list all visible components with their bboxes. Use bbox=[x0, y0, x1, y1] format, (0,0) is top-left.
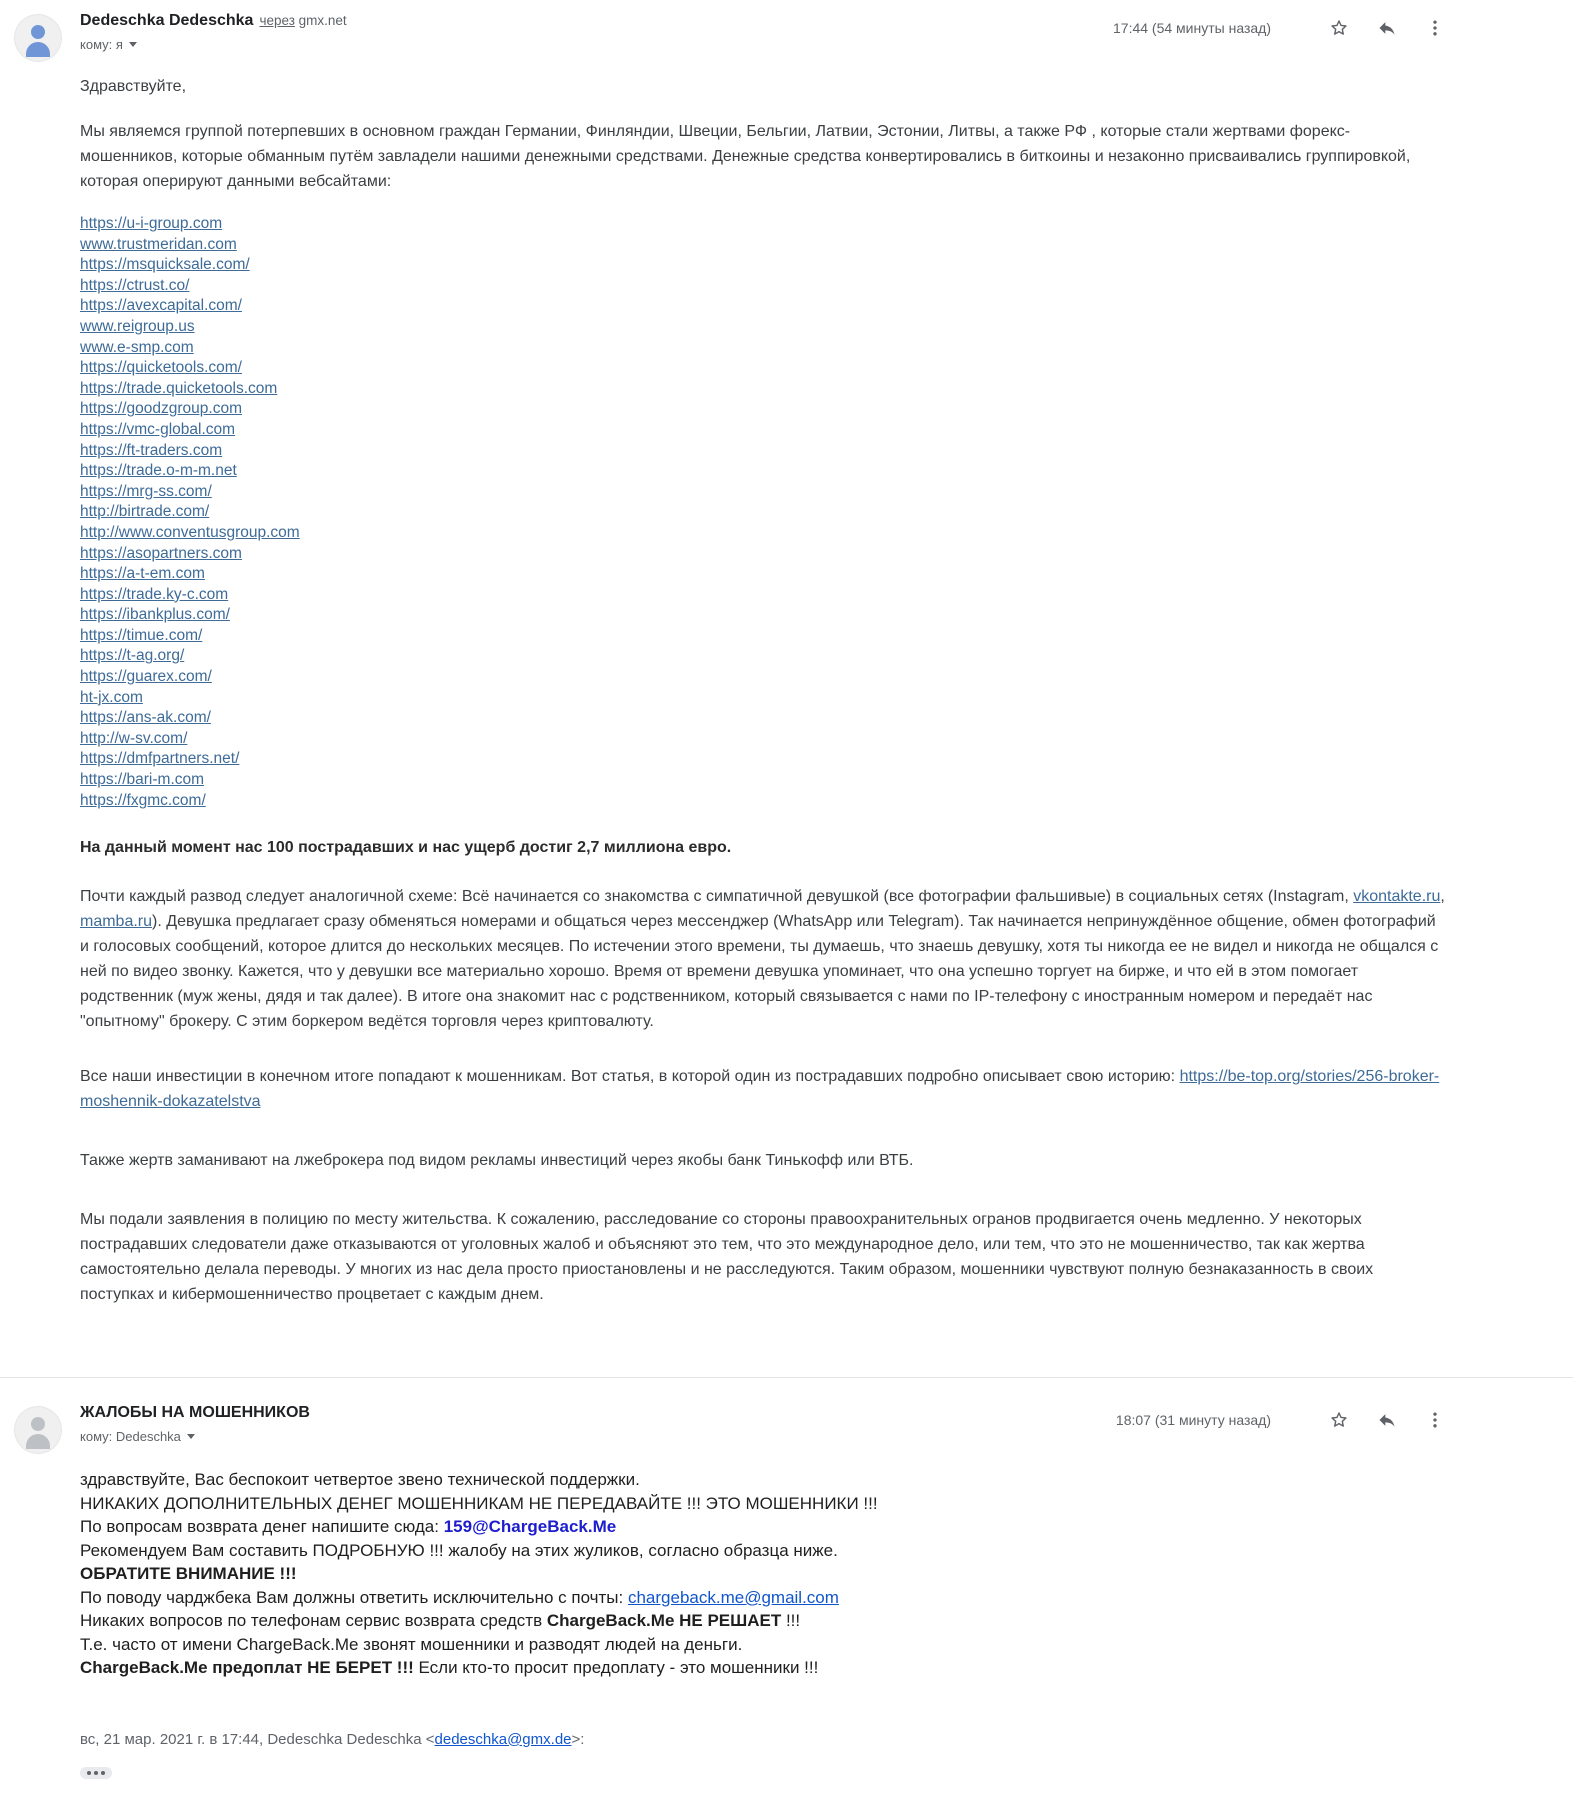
scam-site-link[interactable]: https://fxgmc.com/ bbox=[80, 791, 206, 809]
person-icon bbox=[26, 42, 50, 57]
via-label: через bbox=[259, 13, 295, 28]
scam-site-link[interactable]: https://dmfpartners.net/ bbox=[80, 750, 240, 768]
scam-site-link[interactable]: https://timue.com/ bbox=[80, 626, 203, 644]
scam-site-link[interactable]: http://birtrade.com/ bbox=[80, 503, 210, 521]
scam-site-link[interactable]: https://guarex.com/ bbox=[80, 668, 212, 686]
quoted-message-header bbox=[80, 1728, 1445, 1752]
scam-links-list bbox=[80, 214, 1445, 811]
no-phone-text: !!! bbox=[781, 1611, 801, 1631]
article-text: Все наши инвестиции в конечном итоге попадают к мошенникам. Вот статья, в которой один из пострадавших подробно описывает свою историю: bbox=[80, 1068, 1180, 1086]
scam-site-link[interactable]: https://asopartners.com bbox=[80, 544, 242, 562]
scam-site-link[interactable]: https://ctrust.co/ bbox=[80, 276, 190, 294]
sender-name: ЖАЛОБЫ НА МОШЕННИКОВ bbox=[80, 1404, 310, 1422]
impostor-calls-line: Т.е. часто от имени ChargeBack.Me звонят мошенники и разводят людей на деньги. bbox=[80, 1634, 743, 1654]
attention-line: ОБРАТИТЕ ВНИМАНИЕ !!! bbox=[80, 1564, 297, 1584]
vkontakte-link[interactable]: vkontakte.ru bbox=[1353, 888, 1441, 906]
scam-site-link[interactable]: ht-jx.com bbox=[80, 688, 143, 706]
show-trimmed-content-button[interactable] bbox=[80, 1767, 112, 1779]
scam-site-link[interactable]: https://trade.quicketools.com bbox=[80, 379, 278, 397]
message-body bbox=[80, 74, 1445, 1307]
more-options-icon[interactable] bbox=[1425, 18, 1445, 38]
no-prepay-text: Если кто-то просит предоплату - это мошенники !!! bbox=[413, 1658, 819, 1678]
scam-site-link[interactable]: https://ans-ak.com/ bbox=[80, 709, 211, 727]
quoted-sender-email-link[interactable]: dedeschka@gmx.de bbox=[434, 1730, 572, 1748]
person-icon bbox=[26, 1434, 50, 1449]
via-domain: gmx.net bbox=[298, 13, 347, 28]
greeting-text: Здравствуйте, bbox=[80, 78, 187, 95]
no-prepay-line bbox=[80, 1656, 1445, 1680]
recipient-dropdown[interactable] bbox=[80, 37, 137, 52]
scheme-text: Почти каждый развод следует аналогичной схеме: Всё начинается со знакомства с симпатичной девушкой (все фотографии фальшивые) в социальных сетях (Instagram, bbox=[80, 888, 1354, 906]
refund-text: По вопросам возврата денег напишите сюда: bbox=[80, 1517, 444, 1537]
gmail-reply-line bbox=[80, 1586, 1445, 1610]
scam-site-link[interactable]: www.reigroup.us bbox=[80, 317, 195, 335]
chevron-down-icon bbox=[129, 42, 137, 47]
timestamp: 17:44 (54 минуты назад) bbox=[1113, 20, 1271, 36]
scam-site-link[interactable]: www.trustmeridan.com bbox=[80, 235, 237, 253]
sender-name: Dedeschka Dedeschka bbox=[80, 12, 254, 29]
quote-text: вс, 21 мар. 2021 г. в 17:44, Dedeschka Dedeschka < bbox=[80, 1730, 435, 1748]
lure-paragraph: Также жертв заманивают на лжеброкера под видом рекламы инвестиций через якобы банк Тинькофф или ВТБ. bbox=[80, 1152, 914, 1170]
betop-article-link[interactable]: https://be-top.org/stories/256-broker-moshennik-dokazatelstva bbox=[80, 1068, 1440, 1111]
article-paragraph bbox=[80, 1064, 1445, 1114]
star-icon[interactable] bbox=[1329, 1410, 1349, 1430]
no-phone-bold: ChargeBack.Me НЕ РЕШАЕТ bbox=[546, 1611, 782, 1631]
scam-site-link[interactable]: https://quicketools.com/ bbox=[80, 359, 242, 377]
scam-site-link[interactable]: https://u-i-group.com bbox=[80, 215, 223, 232]
message-header bbox=[80, 12, 1445, 54]
scam-site-link[interactable]: https://msquicksale.com/ bbox=[80, 256, 250, 274]
victims-statement: На данный момент нас 100 пострадавших и нас ущерб достиг 2,7 миллиона евро. bbox=[80, 839, 732, 857]
scam-site-link[interactable]: https://vmc-global.com bbox=[80, 420, 236, 438]
gmail-reply-text: По поводу чарджбека Вам должны ответить исключительно с почты: bbox=[80, 1587, 628, 1607]
scheme-text: ). Девушка предлагает сразу обменяться номерами и общаться через мессенджер (WhatsApp или Telegram). Так начинается непринуждённое общение, обмен фотографий и голосовых сообщений, которое длится до нескольких месяцев. По истечении этого времени, ты думаешь, что знаешь девушку, хотя ты никогда ее не видел и никогда не общался с ней по видео звонку. Кажется, что у девушки все материально хорошо. Время от времени девушка упоминает, что она успешно торгует на бирже, и что ей в этом помогает родственник (муж жены, дядя и так далее). В итоге она знакомит нас с родственником, который связывается с нами по IP-телефону с иностранным номером и передаёт нас "опытному" брокеру. С этим боркером ведётся торговля через криптовалюту. bbox=[80, 913, 1439, 1031]
timestamp: 18:07 (31 минуту назад) bbox=[1115, 1412, 1271, 1429]
scam-site-link[interactable]: http://w-sv.com/ bbox=[80, 729, 188, 747]
recipient-dropdown[interactable] bbox=[80, 1429, 195, 1444]
scam-site-link[interactable]: https://mrg-ss.com/ bbox=[80, 482, 212, 500]
message-body bbox=[80, 1468, 1445, 1782]
sender-avatar[interactable] bbox=[14, 1406, 62, 1454]
chevron-down-icon bbox=[187, 1434, 195, 1439]
no-phone-line bbox=[80, 1609, 1445, 1633]
support-intro-line: здравствуйте, Вас беспокоит четвертое звено технической поддержки. bbox=[80, 1470, 640, 1490]
person-icon bbox=[31, 25, 45, 39]
quote-text: >: bbox=[571, 1730, 585, 1748]
person-icon bbox=[31, 1417, 45, 1431]
recipient-label: кому: Dedeschka bbox=[80, 1429, 181, 1445]
recipient-label: кому: я bbox=[80, 37, 123, 52]
scam-site-link[interactable]: https://t-ag.org/ bbox=[80, 647, 185, 665]
refund-contact-line bbox=[80, 1515, 1445, 1539]
reply-icon[interactable] bbox=[1377, 18, 1397, 38]
scheme-paragraph bbox=[80, 884, 1445, 1034]
warning-caps-line: НИКАКИХ ДОПОЛНИТЕЛЬНЫХ ДЕНЕГ МОШЕННИКАМ НЕ ПЕРЕДАВАЙТЕ !!! ЭТО МОШЕННИКИ !!! bbox=[80, 1493, 878, 1513]
complaint-advice-line: Рекомендуем Вам составить ПОДРОБНУЮ !!! жалобу на этих жуликов, согласно образца ниже. bbox=[80, 1540, 838, 1560]
scam-site-link[interactable]: https://ft-traders.com bbox=[80, 441, 223, 459]
chargeback-email-link[interactable]: 159@ChargeBack.Me bbox=[443, 1517, 617, 1537]
police-paragraph: Мы подали заявления в полицию по месту жительства. К сожалению, расследование со стороны правоохранительных огранов продвигается очень медленно. У некоторых пострадавших следователи даже отказываются от уголовных жалоб и объясняют это тем, что это международное дело, или тем, что это не мошенничество, так как жертва самостоятельно делала переводы. У многих из нас дела просто приостановлены и не расследуются. Таким образом, мошенники чувствуют полную безнаказанность в своих поступках и кибермошенничество процветает с каждым днем. bbox=[80, 1211, 1374, 1304]
gmail-address-link[interactable]: chargeback.me@gmail.com bbox=[627, 1587, 839, 1607]
scam-site-link[interactable]: https://trade.ky-c.com bbox=[80, 585, 229, 603]
sender-avatar[interactable] bbox=[14, 14, 62, 62]
mamba-link[interactable]: mamba.ru bbox=[80, 913, 153, 931]
scam-site-link[interactable]: www.e-smp.com bbox=[80, 338, 194, 356]
scam-site-link[interactable]: https://goodzgroup.com bbox=[80, 400, 242, 418]
scam-site-link[interactable]: http://www.conventusgroup.com bbox=[80, 523, 300, 541]
scheme-text: , bbox=[1440, 888, 1445, 906]
no-prepay-bold: ChargeBack.Me предоплат НЕ БЕРЕТ !!! bbox=[80, 1658, 414, 1678]
scam-site-link[interactable]: https://bari-m.com bbox=[80, 771, 205, 789]
star-icon[interactable] bbox=[1329, 18, 1349, 38]
reply-icon[interactable] bbox=[1377, 1410, 1397, 1430]
scam-site-link[interactable]: https://ibankplus.com/ bbox=[80, 606, 230, 624]
message-header bbox=[80, 1404, 1445, 1446]
scam-site-link[interactable]: https://trade.o-m-m.net bbox=[80, 462, 237, 480]
more-options-icon[interactable] bbox=[1425, 1410, 1445, 1430]
intro-paragraph: Мы являемся группой потерпевших в основном граждан Германии, Финляндии, Швеции, Бельгии, Латвии, Эстонии, Литвы, а также РФ , которые стали жертвами форекс-мошенников, которые обманным путём завладели нашими денежными средствами. Денежные средства конвертировались в биткоины и незаконно присваивались группировкой, которая оперируют данными вебсайтами: bbox=[80, 123, 1411, 190]
scam-site-link[interactable]: https://a-t-em.com bbox=[80, 565, 205, 583]
no-phone-text: Никаких вопросов по телефонам сервис возврата средств bbox=[80, 1611, 547, 1631]
email-message-2 bbox=[0, 1378, 1573, 1804]
scam-site-link[interactable]: https://avexcapital.com/ bbox=[80, 297, 242, 315]
